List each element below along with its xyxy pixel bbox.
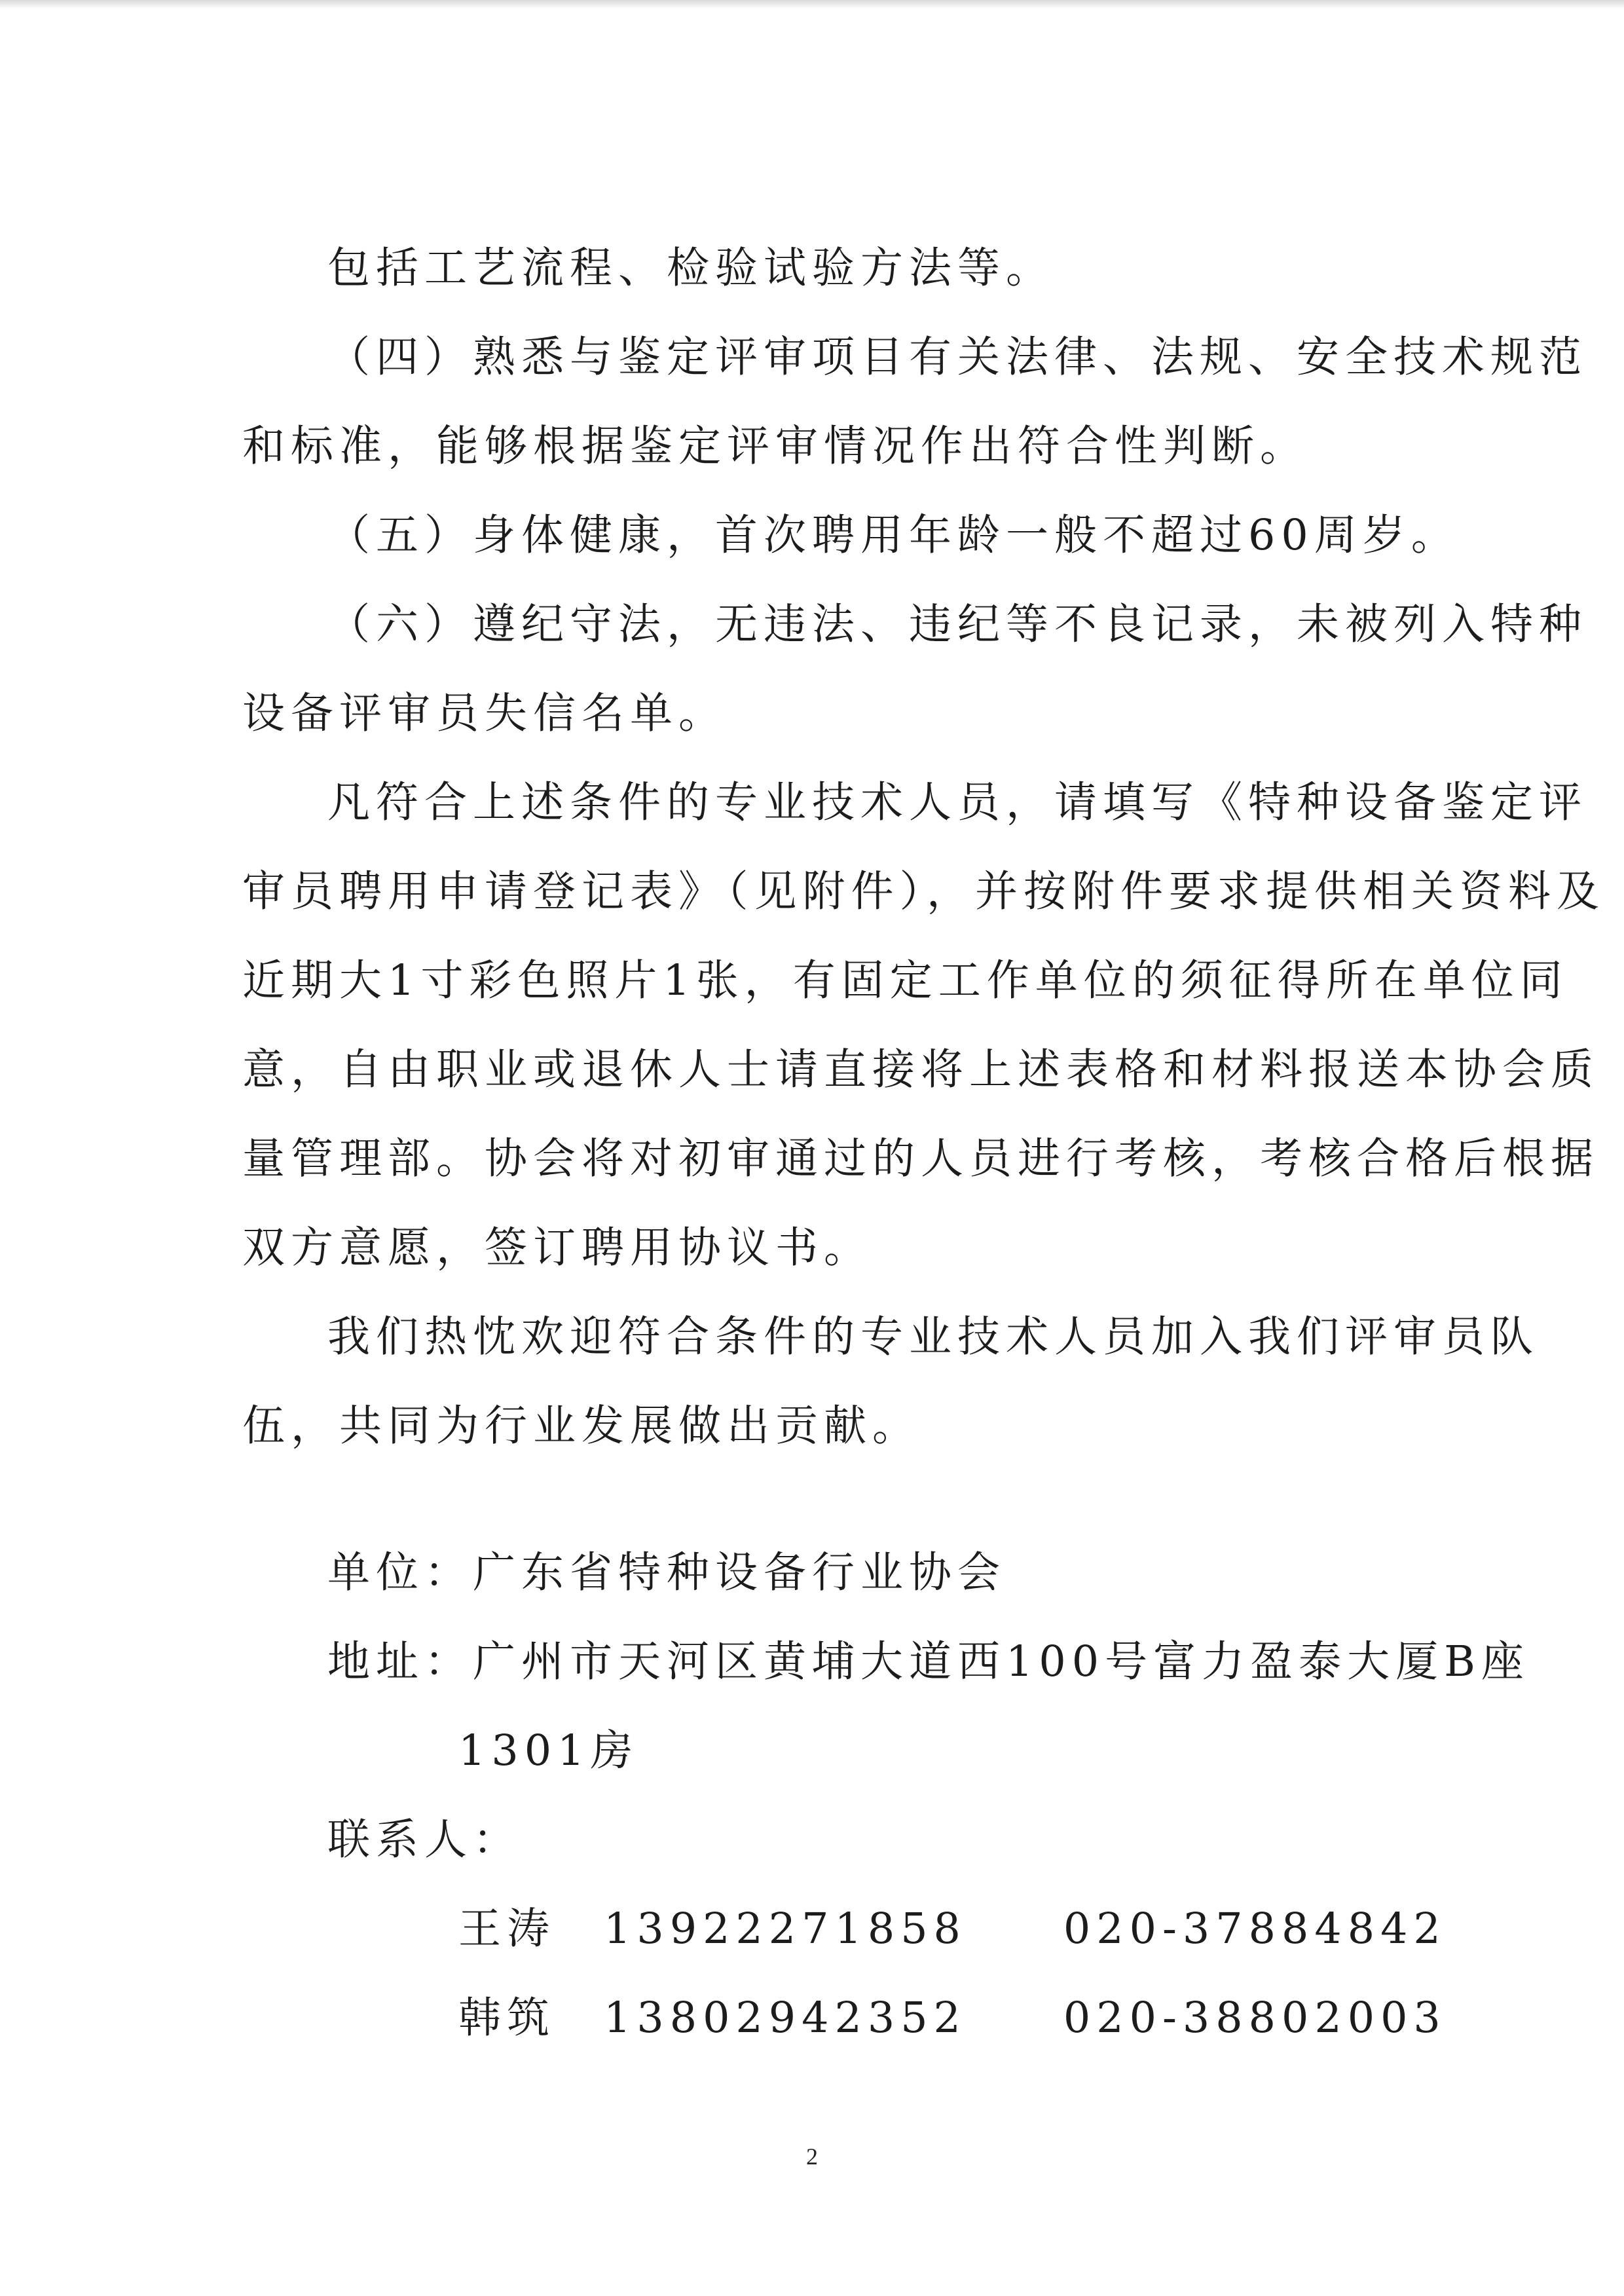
application-para-line-3: 近期大1寸彩色照片1张，有固定工作单位的须征得所在单位同	[242, 956, 1568, 1005]
application-para-line-6: 双方意愿，签订聘用协议书。	[242, 1223, 873, 1272]
item-6-line-2: 设备评审员失信名单。	[242, 689, 728, 738]
welcome-para-line-1: 我们热忱欢迎符合条件的专业技术人员加入我们评审员队	[327, 1312, 1540, 1361]
address-line-1: 地址：广州市天河区黄埔大道西100号富力盈泰大厦B座	[327, 1637, 1530, 1686]
contact-person-1: 王涛 13922271858 020-37884842	[458, 1904, 1447, 1953]
unit-line: 单位：广东省特种设备行业协会	[327, 1548, 1006, 1597]
body-line-1: 包括工艺流程、检验试验方法等。	[327, 244, 1055, 293]
contacts-label: 联系人：	[327, 1815, 522, 1864]
application-para-line-4: 意，自由职业或退休人士请直接将上述表格和材料报送本协会质	[242, 1045, 1600, 1094]
item-4-line-1: （四）熟悉与鉴定评审项目有关法律、法规、安全技术规范	[327, 333, 1588, 382]
item-5-line: （五）身体健康，首次聘用年龄一般不超过60周岁。	[327, 511, 1460, 560]
page-number: 2	[806, 2143, 818, 2170]
item-4-line-2: 和标准，能够根据鉴定评审情况作出符合性判断。	[242, 422, 1309, 471]
application-para-line-1: 凡符合上述条件的专业技术人员，请填写《特种设备鉴定评	[327, 778, 1588, 827]
address-line-2: 1301房	[458, 1726, 639, 1775]
application-para-line-2: 审员聘用申请登记表》（见附件），并按附件要求提供相关资料及	[242, 867, 1606, 916]
application-para-line-5: 量管理部。协会将对初审通过的人员进行考核，考核合格后根据	[242, 1134, 1600, 1183]
scan-shadow	[0, 0, 1624, 9]
item-6-line-1: （六）遵纪守法，无违法、违纪等不良记录，未被列入特种	[327, 600, 1588, 649]
welcome-para-line-2: 伍，共同为行业发展做出贡献。	[242, 1401, 921, 1451]
contact-person-2: 韩筑 13802942352 020-38802003	[458, 1993, 1447, 2043]
